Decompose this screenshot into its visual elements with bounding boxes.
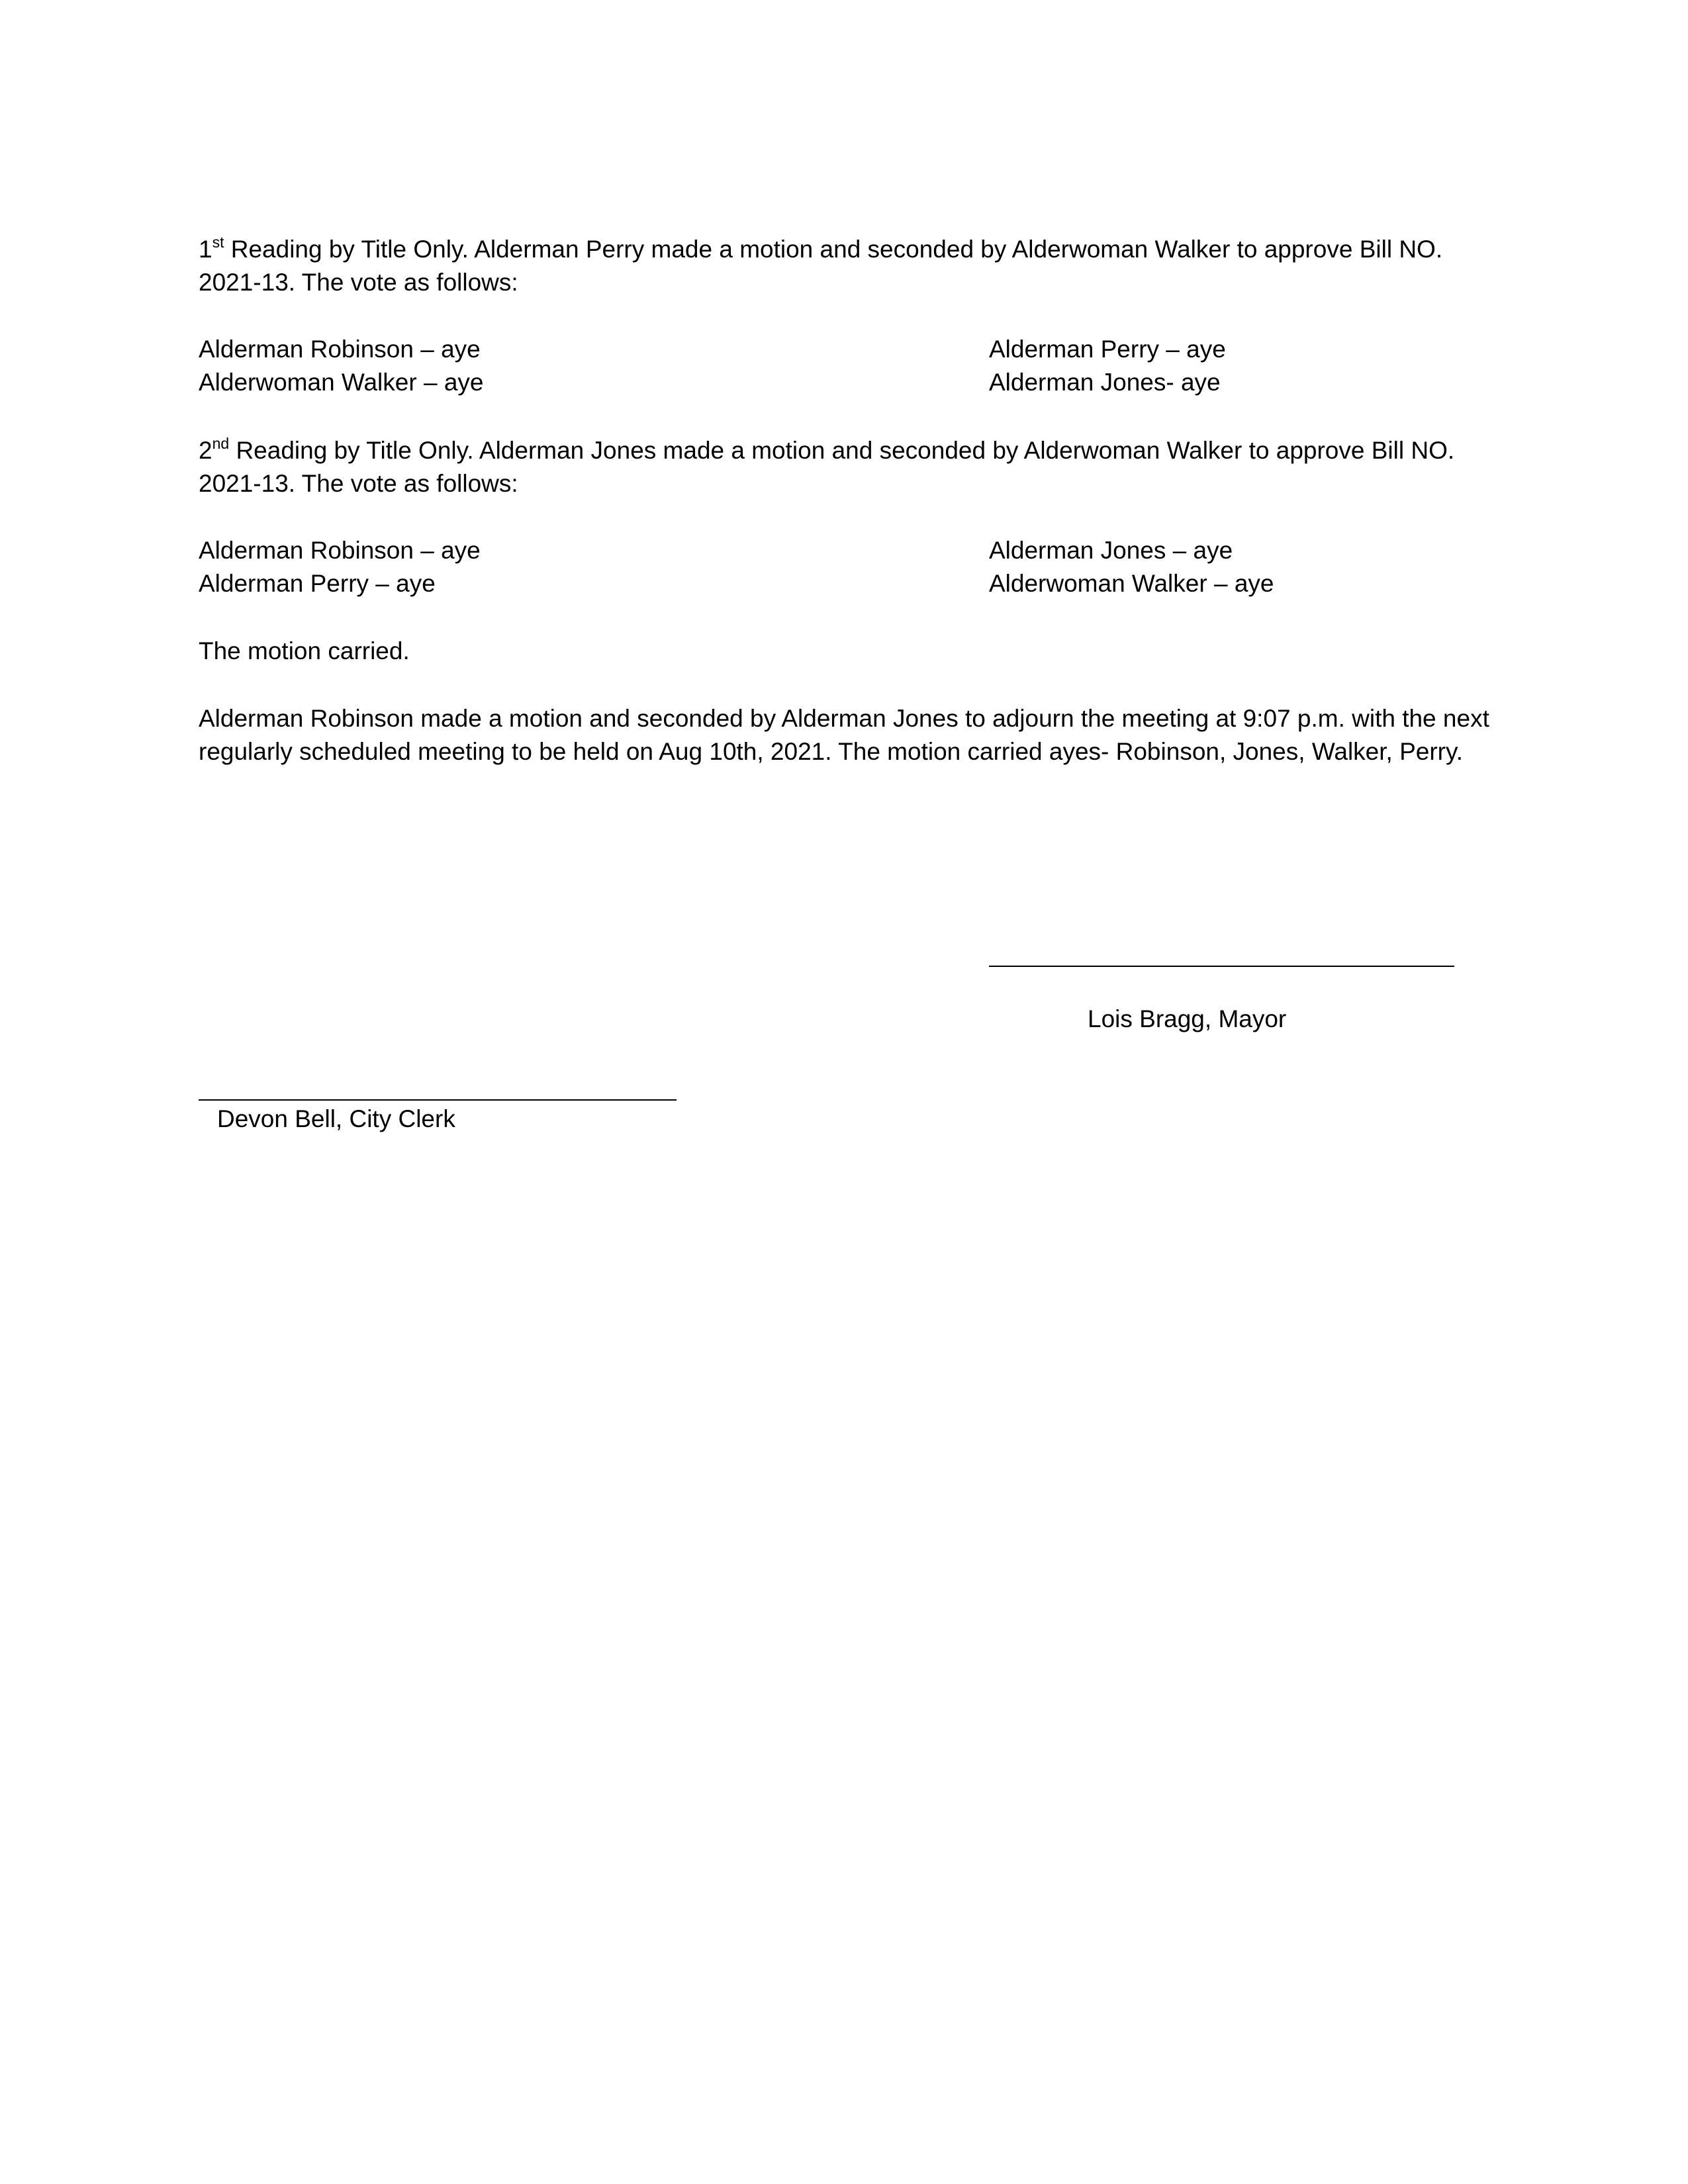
first-vote-walker: Alderwoman Walker – aye (199, 369, 484, 396)
first-reading-text: Reading by Title Only. Alderman Perry made a motion and seconded by Alderwoman Walker to approve Bill NO. 2021-13. The vote as follows: (199, 236, 1443, 296)
second-vote-jones: Alderman Jones – aye (989, 537, 1233, 564)
first-reading-ordinal-suffix: st (212, 234, 224, 251)
mayor-signature-label: Lois Bragg, Mayor (1088, 1005, 1287, 1032)
first-vote-jones: Alderman Jones- aye (989, 369, 1221, 396)
first-vote-robinson: Alderman Robinson – aye (199, 336, 481, 363)
second-vote-walker: Alderwoman Walker – aye (989, 570, 1274, 597)
motion-carried-text: The motion carried. (199, 637, 410, 664)
second-reading-paragraph (199, 434, 1496, 500)
clerk-signature-label: Devon Bell, City Clerk (217, 1105, 455, 1132)
first-reading-number: 1 (199, 236, 212, 263)
adjourn-paragraph: Alderman Robinson made a motion and seconded by Alderman Jones to adjourn the meeting at 9:07 p.m. with the next regularly scheduled meeting to be held on Aug 10th, 2021. The motion carried ayes- Robinson, Jones, Walker, Perry. (199, 705, 1489, 765)
second-vote-perry: Alderman Perry – aye (199, 570, 436, 597)
second-reading-number: 2 (199, 437, 212, 464)
second-reading-text: Reading by Title Only. Alderman Jones made a motion and seconded by Alderwoman Walker to approve Bill NO. 2021-13. The vote as follows: (199, 437, 1455, 497)
first-reading-paragraph (199, 233, 1496, 299)
second-vote-robinson: Alderman Robinson – aye (199, 537, 481, 564)
first-vote-perry: Alderman Perry – aye (989, 336, 1226, 363)
clerk-signature-line (199, 1099, 677, 1101)
second-reading-ordinal-suffix: nd (212, 435, 230, 452)
mayor-signature-line (989, 966, 1454, 967)
